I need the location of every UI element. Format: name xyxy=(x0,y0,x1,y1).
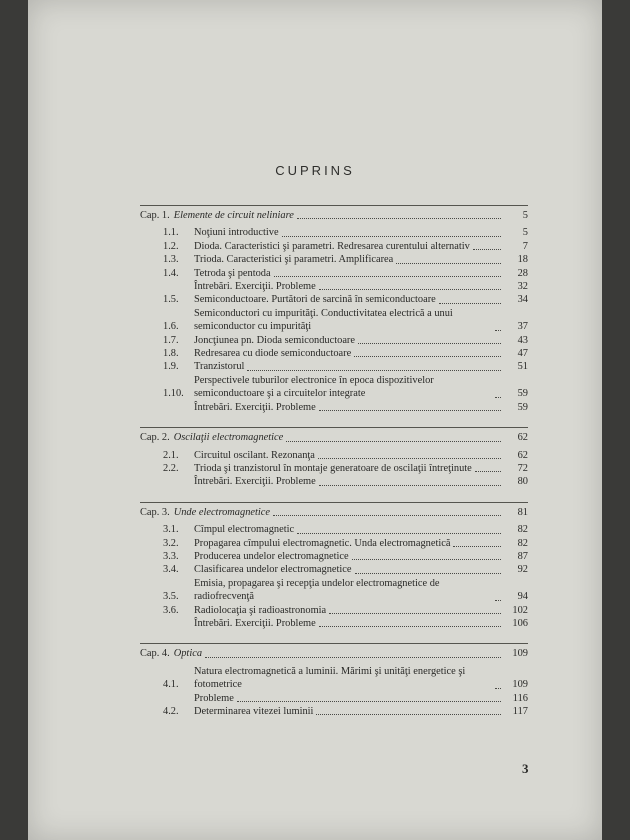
chapter-entry-title: Optica xyxy=(173,648,203,660)
section-entry-page: 92 xyxy=(517,564,528,576)
section-entry-number: 3.6. xyxy=(163,604,179,616)
chapter-block xyxy=(140,427,528,489)
chapter-entry-page: 81 xyxy=(517,506,528,518)
section-entry-title: Semiconductori cu impurităţi. Conductivitatea electrică a unui semiconductor cu impurităţi xyxy=(194,307,453,333)
section-entry-title: Trioda. Caracteristici şi parametri. Amplificarea xyxy=(194,254,394,266)
chapter-entry-number: Cap. 4. xyxy=(140,648,170,660)
section-entry xyxy=(140,253,528,266)
section-entry-number: 1.5. xyxy=(163,294,179,306)
section-entry-text-wrap xyxy=(194,374,504,401)
section-entry-text-wrap xyxy=(194,307,504,334)
dot-leader xyxy=(286,441,501,442)
dot-leader xyxy=(319,485,501,486)
section-entry-page: 28 xyxy=(517,267,528,279)
dot-leader xyxy=(473,249,501,250)
section-entry xyxy=(140,563,528,576)
section-entry-number: 3.2. xyxy=(163,537,179,549)
section-entry-title: Trioda şi tranzistorul în montaje generatoare de oscilaţii întreţinute xyxy=(194,462,472,474)
section-entry-text-wrap xyxy=(194,253,504,266)
section-entry-text-wrap xyxy=(194,705,504,718)
page-title: CUPRINS xyxy=(275,163,355,178)
section-entry-page: 32 xyxy=(517,281,528,293)
section-entry-page: 94 xyxy=(517,591,528,603)
chapter-entry-page: 109 xyxy=(512,648,528,660)
section-entry xyxy=(140,537,528,550)
section-entry-text-wrap xyxy=(194,334,504,347)
book-page xyxy=(28,0,602,840)
chapter-entry xyxy=(140,431,528,444)
section-entry xyxy=(140,293,528,306)
section-entry xyxy=(140,475,528,488)
section-entry-title: Emisia, propagarea şi recepţia undelor electromagnetice de radiofrecvenţă xyxy=(194,577,440,603)
chapter-entry-title: Unde electromagnetice xyxy=(173,506,270,518)
section-entry-title: Tranzistorul xyxy=(194,361,245,373)
section-entry-title: Întrebări. Exerciţii. Probleme xyxy=(194,476,316,488)
dot-leader xyxy=(439,303,501,304)
chapter-entry-text-wrap xyxy=(174,506,504,519)
section-entry-page: 5 xyxy=(522,227,528,239)
dot-leader xyxy=(396,263,501,264)
section-entry xyxy=(140,280,528,293)
section-entry xyxy=(140,604,528,617)
section-entry-text-wrap xyxy=(194,475,504,488)
chapter-block xyxy=(140,205,528,414)
section-entry-title: Probleme xyxy=(194,692,234,704)
chapter-gap xyxy=(140,417,528,427)
section-entry-title: Tetroda şi pentoda xyxy=(194,267,271,279)
section-entry-text-wrap xyxy=(194,550,504,563)
section-entry-text-wrap xyxy=(194,293,504,306)
section-entry-title: Întrebări. Exerciţii. Probleme xyxy=(194,617,316,629)
dot-leader xyxy=(495,600,501,601)
section-entry-title: Semiconductoare. Purtători de sarcină în semiconductoare xyxy=(194,294,436,306)
section-entry-page: 43 xyxy=(517,334,528,346)
chapter-entry-page: 62 xyxy=(517,432,528,444)
section-entry-page: 59 xyxy=(517,401,528,413)
dot-leader xyxy=(247,370,501,371)
dot-leader xyxy=(319,410,501,411)
section-entry-text-wrap xyxy=(194,360,504,373)
section-entry-title: Joncţiunea pn. Dioda semiconductoare xyxy=(194,334,356,346)
section-entry-page: 51 xyxy=(517,361,528,373)
dot-leader xyxy=(297,218,501,219)
section-entry-text-wrap xyxy=(194,604,504,617)
section-entry-title: Redresarea cu diode semiconductoare xyxy=(194,348,352,360)
section-entry-text-wrap xyxy=(194,462,504,475)
chapter-gap xyxy=(140,633,528,643)
section-entry-text-wrap xyxy=(194,226,504,239)
section-entry-page: 117 xyxy=(512,706,528,717)
chapter-entry-text-wrap xyxy=(174,431,504,444)
dot-leader xyxy=(318,458,501,459)
section-entry-page: 106 xyxy=(512,617,528,629)
section-entry-title: Producerea undelor electromagnetice xyxy=(194,550,349,562)
section-entry-text-wrap xyxy=(194,267,504,280)
section-entry xyxy=(140,226,528,239)
dot-leader xyxy=(453,546,501,547)
section-entry-number: 4.1. xyxy=(163,679,179,691)
section-entry-text-wrap xyxy=(194,617,504,630)
section-entry-text-wrap xyxy=(194,692,504,705)
section-entry-number: 3.1. xyxy=(163,524,179,536)
section-entry-text-wrap xyxy=(194,665,504,692)
section-entry xyxy=(140,617,528,630)
dot-leader xyxy=(495,688,501,689)
dot-leader xyxy=(273,515,501,516)
chapter-entry-page: 5 xyxy=(522,210,528,221)
section-entry-page: 116 xyxy=(512,692,528,704)
section-entry-number: 1.2. xyxy=(163,240,179,252)
section-entry-number: 1.6. xyxy=(163,321,179,333)
page-number: 3 xyxy=(522,761,529,776)
section-entry-number: 1.10. xyxy=(163,388,184,400)
section-entry xyxy=(140,374,528,401)
chapter-block xyxy=(140,502,528,631)
section-entry-number: 3.3. xyxy=(163,550,179,562)
section-entry-text-wrap xyxy=(194,563,504,576)
section-entry-text-wrap xyxy=(194,523,504,536)
dot-leader xyxy=(358,343,501,344)
section-entry-page: 80 xyxy=(517,476,528,488)
section-entry-page: 34 xyxy=(517,294,528,306)
section-entry-number: 1.9. xyxy=(163,361,179,373)
dot-leader xyxy=(329,613,501,614)
chapter-block xyxy=(140,643,528,718)
section-entry-number: 1.1. xyxy=(163,227,179,239)
chapter-gap xyxy=(140,492,528,502)
dot-leader xyxy=(282,236,501,237)
section-entry-page: 7 xyxy=(522,240,528,252)
chapter-entry-number: Cap. 3. xyxy=(140,506,170,518)
section-entry-number: 1.4. xyxy=(163,267,179,279)
section-entry xyxy=(140,577,528,604)
chapter-entry-number: Cap. 1. xyxy=(140,210,170,221)
chapter-entry-text-wrap xyxy=(174,209,504,222)
dot-leader xyxy=(495,397,501,398)
table-of-contents xyxy=(140,205,528,721)
section-entry-number: 1.3. xyxy=(163,254,179,266)
section-entry-title: Cîmpul electromagnetic xyxy=(194,524,295,536)
section-entry-title: Determinarea vitezei luminii xyxy=(194,706,314,717)
section-entry-text-wrap xyxy=(194,401,504,414)
section-entry xyxy=(140,523,528,536)
section-entry xyxy=(140,449,528,462)
section-entry-number: 3.4. xyxy=(163,564,179,576)
section-entry xyxy=(140,267,528,280)
section-entry xyxy=(140,705,528,718)
dot-leader xyxy=(274,276,501,277)
dot-leader xyxy=(475,471,501,472)
section-entry-number: 1.7. xyxy=(163,334,179,346)
section-entry-title: Întrebări. Exerciţii. Probleme xyxy=(194,281,316,293)
chapter-entry xyxy=(140,647,528,660)
section-entry-page: 37 xyxy=(517,321,528,333)
section-entry-title: Circuitul oscilant. Rezonanţa xyxy=(194,449,315,461)
dot-leader xyxy=(319,626,501,627)
section-entry-title: Propagarea cîmpului electromagnetic. Unda electromagnetică xyxy=(194,537,451,549)
section-entry-number: 4.2. xyxy=(163,706,179,717)
section-entry-text-wrap xyxy=(194,347,504,360)
chapter-entry-title: Oscilaţii electromagnetice xyxy=(173,432,284,444)
chapter-entry-text-wrap xyxy=(174,647,504,660)
section-entry-text-wrap xyxy=(194,537,504,550)
dot-leader xyxy=(355,573,501,574)
section-entry xyxy=(140,347,528,360)
section-entry-page: 82 xyxy=(517,537,528,549)
section-entry xyxy=(140,360,528,373)
section-entry xyxy=(140,401,528,414)
section-entry-page: 18 xyxy=(517,254,528,266)
section-entry xyxy=(140,692,528,705)
section-entry-text-wrap xyxy=(194,240,504,253)
section-entry xyxy=(140,240,528,253)
section-entry-page: 102 xyxy=(512,604,528,616)
section-entry-number: 2.1. xyxy=(163,449,179,461)
dot-leader xyxy=(316,714,501,715)
section-entry-title: Perspectivele tuburilor electronice în epoca dispozitivelor semiconductoare şi a circuitelor integrate xyxy=(194,374,434,400)
section-entry-page: 59 xyxy=(517,388,528,400)
section-entry-number: 3.5. xyxy=(163,591,179,603)
dot-leader xyxy=(495,330,501,331)
section-entry xyxy=(140,334,528,347)
dot-leader xyxy=(352,559,501,560)
section-entry-title: Dioda. Caracteristici şi parametri. Redresarea curentului alternativ xyxy=(194,240,470,252)
chapter-entry-title: Elemente de circuit neliniare xyxy=(173,210,294,221)
dot-leader xyxy=(354,356,501,357)
section-entry-page: 87 xyxy=(517,550,528,562)
section-entry-page: 62 xyxy=(517,449,528,461)
dot-leader xyxy=(297,533,501,534)
section-entry-page: 47 xyxy=(517,348,528,360)
dot-leader xyxy=(319,289,501,290)
section-entry xyxy=(140,462,528,475)
chapter-entry-number: Cap. 2. xyxy=(140,432,170,444)
section-entry xyxy=(140,665,528,692)
dot-leader xyxy=(205,657,501,658)
section-entry-title: Natura electromagnetică a luminii. Mărimi şi unităţi energetice şi fotometrice xyxy=(194,665,466,691)
section-entry-page: 82 xyxy=(517,524,528,536)
dot-leader xyxy=(237,701,501,702)
section-entry-title: Clasificarea undelor electromagnetice xyxy=(194,564,352,576)
section-entry-title: Noţiuni introductive xyxy=(194,227,279,239)
section-entry-page: 72 xyxy=(517,462,528,474)
section-entry-title: Radiolocaţia şi radioastronomia xyxy=(194,604,327,616)
section-entry-page: 109 xyxy=(512,679,528,691)
section-entry-number: 1.8. xyxy=(163,348,179,360)
section-entry-text-wrap xyxy=(194,280,504,293)
section-entry xyxy=(140,550,528,563)
section-entry-number: 2.2. xyxy=(163,462,179,474)
section-entry-text-wrap xyxy=(194,449,504,462)
section-entry-title: Întrebări. Exerciţii. Probleme xyxy=(194,401,316,413)
chapter-entry xyxy=(140,209,528,222)
section-entry xyxy=(140,307,528,334)
section-entry-text-wrap xyxy=(194,577,504,604)
chapter-entry xyxy=(140,506,528,519)
